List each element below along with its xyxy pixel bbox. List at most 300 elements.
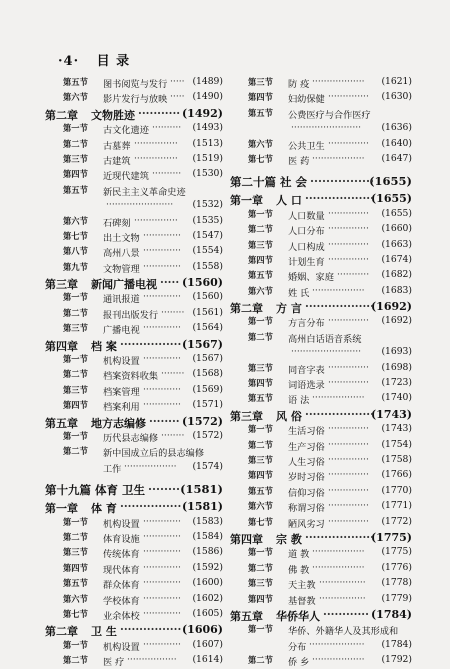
page-number: ·4· — [58, 54, 80, 69]
entry-page-number: (1535) — [192, 214, 223, 226]
entry-label: 第六节 — [248, 285, 273, 296]
entry-title: 华侨、外籍华人及其形成和 — [288, 626, 399, 638]
dot-leader: ············· — [143, 353, 181, 365]
entry-page-number: (1584) — [192, 530, 223, 542]
entry-page-number: (1723) — [381, 377, 412, 389]
entry-label: 第一节 — [63, 123, 88, 134]
entry-title: 机构设置 — [103, 518, 140, 530]
entry-label: 第二节 — [63, 307, 88, 318]
dot-leader: ·············· — [328, 137, 369, 149]
entry-title: 防 疫 — [288, 79, 310, 90]
entry-label: 第二节 — [63, 369, 88, 380]
entry-page-number: (1655) — [369, 174, 412, 189]
entry-label: 第三节 — [63, 153, 88, 164]
dot-leader: ·········· — [152, 122, 182, 134]
entry-title: 群众体育 — [103, 580, 140, 592]
entry-title: 传统体育 — [103, 549, 140, 561]
page-header — [58, 50, 130, 69]
entry-label: 第四节 — [248, 378, 273, 389]
dot-leader: ··············· — [134, 214, 178, 226]
entry-title: 计划生育 — [288, 256, 325, 268]
dot-leader: ·············· — [328, 438, 369, 450]
dot-leader: ··········· — [337, 269, 370, 281]
dot-leader: ·················· — [305, 192, 374, 206]
toc-section-entry[interactable] — [45, 654, 223, 669]
entry-title: 业余体校 — [103, 610, 140, 622]
dot-leader: ············· — [143, 530, 181, 542]
entry-label: 第一节 — [248, 547, 273, 558]
toc-section-entry[interactable] — [45, 516, 223, 531]
toc-chapter-entry[interactable] — [45, 500, 223, 515]
toc-section-entry[interactable] — [230, 469, 412, 484]
entry-label: 第八节 — [63, 246, 88, 257]
entry-label: 第三节 — [248, 239, 273, 250]
toc-cont-entry[interactable] — [230, 639, 412, 654]
dot-leader: ················ — [319, 592, 366, 604]
entry-label: 第七节 — [248, 153, 273, 164]
toc-cont-entry[interactable] — [230, 122, 412, 137]
entry-label: 第五章 — [230, 609, 263, 623]
dot-leader: ········ — [161, 429, 185, 441]
entry-page-number: (1605) — [192, 607, 223, 619]
dot-leader: ············· — [143, 546, 181, 558]
entry-page-number: (1792) — [381, 654, 412, 666]
entry-label: 第九节 — [63, 261, 88, 272]
dot-leader: ········ — [161, 368, 185, 380]
entry-title: 生活习俗 — [288, 426, 325, 438]
entry-page-number: (1784) — [381, 638, 412, 650]
toc-section-entry[interactable] — [230, 500, 412, 515]
entry-label: 第四章 — [45, 339, 78, 353]
toc-section-entry[interactable] — [230, 138, 412, 153]
entry-label: 第五节 — [248, 107, 273, 118]
entry-page-number: (1606) — [181, 623, 223, 637]
toc-section-entry[interactable] — [230, 91, 412, 106]
entry-title: 信仰习俗 — [288, 487, 325, 499]
entry-page-number: (1663) — [381, 238, 412, 250]
toc-section-entry[interactable] — [45, 91, 223, 106]
toc-section-entry[interactable] — [230, 577, 412, 592]
entry-title: 出土文物 — [103, 232, 140, 244]
dot-leader: ········ — [149, 414, 180, 428]
entry-title: 石碑刻 — [103, 217, 131, 229]
entry-page-number: (1660) — [381, 223, 412, 235]
entry-page-number: (1778) — [381, 577, 412, 589]
toc-cont-entry[interactable] — [45, 461, 223, 476]
dot-leader: ·············· — [328, 223, 369, 235]
dot-leader: ·············· — [328, 500, 369, 512]
toc-part-entry[interactable] — [45, 482, 223, 500]
toc-section-entry[interactable] — [230, 377, 412, 392]
toc-section-entry[interactable] — [230, 107, 412, 122]
dot-leader: ····· — [170, 91, 185, 103]
toc-section-entry[interactable] — [230, 439, 412, 454]
entry-label: 第五节 — [63, 184, 88, 195]
entry-label: 第四章 — [230, 532, 263, 546]
entry-title: 同音字表 — [288, 364, 325, 376]
toc-section-entry[interactable] — [45, 215, 223, 230]
entry-title: 公费医疗与合作医疗 — [288, 109, 371, 121]
entry-title: 通讯报道 — [103, 294, 140, 306]
entry-page-number: (1567) — [192, 353, 223, 365]
toc-section-entry[interactable] — [45, 122, 223, 137]
entry-page-number: (1692) — [370, 300, 412, 314]
entry-label: 第四节 — [248, 254, 273, 265]
entry-title: 佛 教 — [288, 564, 310, 576]
entry-title: 华侨华人 — [276, 609, 320, 623]
toc-section-entry[interactable] — [45, 291, 223, 306]
dot-leader: ·············· — [328, 361, 369, 373]
entry-title: 影片发行与放映 — [103, 94, 168, 106]
toc-section-entry[interactable] — [230, 331, 412, 346]
entry-title: 新民主主义革命史迹 — [103, 186, 186, 198]
entry-page-number: (1586) — [192, 546, 223, 558]
entry-title: 岁时习俗 — [288, 472, 325, 484]
toc-chapter-entry[interactable] — [230, 608, 412, 623]
entry-page-number: (1554) — [192, 245, 223, 257]
entry-title: 道 教 — [288, 549, 310, 561]
toc-section-entry[interactable] — [45, 399, 223, 414]
dot-leader: ·············· — [328, 253, 369, 265]
entry-label: 第七节 — [248, 516, 273, 527]
dot-leader: ·················· — [124, 460, 177, 472]
entry-title: 新闻广播电视 — [91, 278, 157, 292]
entry-title: 古文化遗迹 — [103, 125, 149, 137]
entry-page-number: (1775) — [381, 546, 412, 558]
toc-section-entry[interactable] — [230, 269, 412, 284]
toc-section-entry[interactable] — [45, 138, 223, 153]
entry-label: 第六节 — [248, 501, 273, 512]
entry-title: 图书阅览与发行 — [103, 79, 168, 90]
entry-page-number: (1647) — [381, 152, 412, 164]
dot-leader: ············· — [143, 577, 181, 589]
toc-section-entry[interactable] — [45, 368, 223, 383]
entry-page-number: (1530) — [192, 168, 223, 180]
toc-section-entry[interactable] — [45, 445, 223, 460]
toc-section-entry[interactable] — [230, 454, 412, 469]
toc-chapter-entry[interactable] — [230, 300, 412, 315]
entry-page-number: (1772) — [381, 515, 412, 527]
toc-section-entry[interactable] — [230, 562, 412, 577]
entry-label: 第六节 — [248, 138, 273, 149]
entry-page-number: (1602) — [192, 592, 223, 604]
dot-leader: ·················· — [312, 152, 365, 164]
dot-leader: ·················· — [305, 300, 374, 314]
entry-title: 婚姻、家庭 — [288, 272, 334, 284]
entry-label: 第一节 — [63, 516, 88, 527]
dot-leader: ·················· — [312, 546, 365, 558]
toc-section-entry[interactable] — [230, 223, 412, 238]
entry-label: 第四节 — [63, 169, 88, 180]
toc-section-entry[interactable] — [230, 623, 412, 638]
dot-leader: ·················· — [312, 284, 365, 296]
entry-label: 第二节 — [248, 439, 273, 450]
toc-section-entry[interactable] — [45, 577, 223, 592]
entry-label: 第二十篇 — [230, 175, 276, 190]
entry-page-number: (1771) — [381, 500, 412, 512]
entry-label: 第十九篇 — [45, 483, 91, 498]
entry-page-number: (1492) — [181, 106, 223, 120]
dot-leader: ············· — [143, 322, 181, 334]
entry-title: 社 会 — [280, 175, 308, 190]
toc-section-entry[interactable] — [230, 423, 412, 438]
toc-section-entry[interactable] — [45, 230, 223, 245]
entry-label: 第三节 — [63, 384, 88, 395]
entry-label: 第三节 — [248, 362, 273, 373]
entry-page-number: (1698) — [381, 361, 412, 373]
entry-label: 第二节 — [248, 562, 273, 573]
toc-section-entry[interactable] — [230, 239, 412, 254]
entry-page-number: (1592) — [192, 561, 223, 573]
dot-leader: ·················· — [312, 76, 365, 87]
toc-section-entry[interactable] — [230, 362, 412, 377]
entry-label: 第三章 — [45, 278, 78, 292]
entry-title: 档 案 — [91, 339, 117, 353]
toc-section-entry[interactable] — [45, 531, 223, 546]
entry-page-number: (1513) — [192, 137, 223, 149]
dot-leader: ············· — [143, 260, 181, 272]
toc-section-entry[interactable] — [45, 546, 223, 561]
toc-section-entry[interactable] — [45, 153, 223, 168]
toc-section-entry[interactable] — [230, 153, 412, 168]
entry-title: 语 法 — [288, 395, 310, 407]
entry-title: 学校体育 — [103, 595, 140, 607]
toc-section-entry[interactable] — [45, 384, 223, 399]
page-title: 目 录 — [96, 54, 131, 69]
entry-label: 第七节 — [63, 230, 88, 241]
entry-label: 第四节 — [63, 400, 88, 411]
entry-title: 基督教 — [288, 595, 316, 607]
dot-leader: ·················· — [305, 530, 374, 544]
entry-page-number: (1630) — [381, 91, 412, 103]
toc-section-entry[interactable] — [45, 261, 223, 276]
dot-leader: ············· — [143, 399, 181, 411]
entry-page-number: (1775) — [370, 530, 412, 544]
dot-leader: ·········· — [152, 168, 182, 180]
toc-section-entry[interactable] — [45, 608, 223, 623]
dot-leader: ·············· — [328, 207, 369, 219]
entry-label: 第四节 — [248, 593, 273, 604]
dot-leader: ············· — [143, 229, 181, 241]
entry-title: 体育 卫生 — [95, 483, 146, 498]
toc-chapter-entry[interactable] — [45, 107, 223, 122]
entry-page-number: (1572) — [192, 429, 223, 441]
dot-leader: ············· — [143, 561, 181, 573]
entry-title: 人口构成 — [288, 241, 325, 253]
entry-title: 姓 氏 — [288, 287, 310, 299]
entry-page-number: (1560) — [192, 291, 223, 303]
entry-page-number: (1743) — [370, 407, 412, 421]
dot-leader: ················ — [319, 577, 366, 589]
entry-page-number: (1693) — [381, 346, 412, 358]
entry-label: 第一节 — [248, 208, 273, 219]
entry-label: 第五节 — [63, 77, 88, 87]
entry-label: 第四节 — [63, 562, 88, 573]
toc-part-entry[interactable] — [230, 174, 412, 192]
toc-chapter-entry[interactable] — [45, 338, 223, 353]
toc-section-entry[interactable] — [230, 593, 412, 608]
toc-section-entry[interactable] — [230, 76, 412, 91]
toc-section-entry[interactable] — [230, 285, 412, 300]
toc-section-entry[interactable] — [45, 76, 223, 91]
dot-leader: ········ — [161, 306, 185, 318]
entry-page-number: (1561) — [192, 306, 223, 318]
entry-page-number: (1776) — [381, 561, 412, 573]
entry-page-number: (1568) — [192, 368, 223, 380]
dot-leader: ·················· — [312, 654, 365, 666]
entry-title: 医 药 — [288, 155, 310, 167]
toc-section-entry[interactable] — [230, 208, 412, 223]
entry-page-number: (1621) — [381, 76, 412, 87]
entry-title: 方 言 — [276, 302, 302, 316]
entry-label: 第五节 — [248, 485, 273, 496]
entry-label: 第六节 — [63, 593, 88, 604]
entry-page-number: (1493) — [192, 122, 223, 134]
toc-chapter-entry[interactable] — [230, 531, 412, 546]
entry-title: 高州八景 — [103, 248, 140, 260]
entry-page-number: (1560) — [181, 276, 223, 290]
entry-title: 文物胜迹 — [91, 108, 135, 122]
entry-page-number: (1581) — [181, 500, 223, 514]
entry-title: 机构设置 — [103, 641, 140, 653]
toc-section-entry[interactable] — [45, 307, 223, 322]
toc-chapter-entry[interactable] — [230, 408, 412, 423]
toc-chapter-entry[interactable] — [230, 192, 412, 207]
entry-label: 第四节 — [248, 470, 273, 481]
entry-label: 第二节 — [63, 655, 88, 666]
dot-leader: ····· — [160, 276, 180, 290]
entry-title: 分布 — [288, 641, 307, 653]
entry-title: 人生习俗 — [288, 456, 325, 468]
entry-label: 第二章 — [45, 108, 78, 122]
dot-leader: ························ — [291, 122, 362, 134]
entry-page-number: (1567) — [181, 337, 223, 351]
toc-chapter-entry[interactable] — [45, 415, 223, 430]
toc-section-entry[interactable] — [230, 485, 412, 500]
toc-section-entry[interactable] — [45, 639, 223, 654]
entry-label: 第三节 — [63, 323, 88, 334]
toc-right-column — [230, 76, 412, 669]
dot-leader: ············· — [143, 515, 181, 527]
dot-leader: ············· — [143, 383, 181, 395]
entry-label: 第二章 — [45, 625, 78, 639]
entry-page-number: (1547) — [192, 229, 223, 241]
entry-title: 宗 教 — [276, 532, 302, 546]
toc-section-entry[interactable] — [230, 654, 412, 669]
entry-title: 历代县志编修 — [103, 432, 159, 444]
entry-label: 第一节 — [63, 639, 88, 650]
dot-leader: ················· — [127, 654, 177, 666]
entry-page-number: (1758) — [381, 453, 412, 465]
entry-page-number: (1569) — [192, 383, 223, 395]
dot-leader: ··············· — [134, 137, 178, 149]
entry-page-number: (1614) — [192, 654, 223, 666]
entry-title: 档案资料收集 — [103, 371, 159, 383]
entry-title: 医 疗 — [103, 657, 125, 669]
toc-section-entry[interactable] — [45, 168, 223, 183]
toc-cont-entry[interactable] — [230, 346, 412, 361]
toc-section-entry[interactable] — [230, 392, 412, 407]
dot-leader: ·············· — [328, 315, 369, 327]
entry-label: 第一节 — [248, 316, 273, 327]
toc-section-entry[interactable] — [45, 353, 223, 368]
entry-label: 第一节 — [63, 430, 88, 441]
entry-page-number: (1581) — [180, 482, 223, 497]
entry-label: 第二章 — [230, 302, 263, 316]
entry-label: 第五节 — [248, 270, 273, 281]
entry-page-number: (1558) — [192, 260, 223, 272]
entry-page-number: (1740) — [381, 392, 412, 404]
entry-label: 第六节 — [63, 215, 88, 226]
toc-section-entry[interactable] — [230, 546, 412, 561]
entry-page-number: (1683) — [381, 284, 412, 296]
entry-label: 第四节 — [248, 92, 273, 103]
toc-section-entry[interactable] — [45, 184, 223, 199]
entry-page-number: (1754) — [381, 438, 412, 450]
entry-label: 第六节 — [63, 92, 88, 103]
toc-chapter-entry[interactable] — [45, 623, 223, 638]
entry-page-number: (1607) — [192, 638, 223, 650]
toc-section-entry[interactable] — [45, 593, 223, 608]
dot-leader: ······················· — [106, 199, 174, 211]
entry-title: 体育设施 — [103, 533, 140, 545]
toc-section-entry[interactable] — [45, 245, 223, 260]
entry-title: 现代体育 — [103, 564, 140, 576]
toc-section-entry[interactable] — [45, 322, 223, 337]
entry-page-number: (1572) — [181, 414, 223, 428]
dot-leader: ·············· — [328, 377, 369, 389]
entry-page-number: (1583) — [192, 515, 223, 527]
toc-section-entry[interactable] — [230, 254, 412, 269]
dot-leader: ··················· — [309, 638, 365, 650]
dot-leader: ····· — [170, 76, 185, 87]
entry-label: 第二节 — [63, 138, 88, 149]
toc-section-entry[interactable] — [45, 562, 223, 577]
dot-leader: ························ — [291, 346, 362, 358]
entry-label: 第一节 — [248, 624, 273, 635]
entry-page-number: (1532) — [192, 199, 223, 211]
entry-title: 风 俗 — [276, 409, 302, 423]
entry-page-number: (1600) — [192, 577, 223, 589]
entry-page-number: (1489) — [192, 76, 223, 87]
entry-page-number: (1571) — [192, 399, 223, 411]
entry-title: 近现代建筑 — [103, 171, 149, 183]
toc-left-column — [45, 76, 223, 669]
entry-title: 古墓葬 — [103, 140, 131, 152]
entry-page-number: (1766) — [381, 469, 412, 481]
entry-title: 文物管理 — [103, 263, 140, 275]
entry-title: 工作 — [103, 463, 122, 475]
toc-cont-entry[interactable] — [45, 199, 223, 214]
entry-label: 第一章 — [230, 194, 263, 208]
dot-leader: ················ — [120, 500, 182, 514]
toc-section-entry[interactable] — [45, 430, 223, 445]
dot-leader: ·············· — [328, 453, 369, 465]
dot-leader: ·················· — [305, 407, 374, 421]
toc-chapter-entry[interactable] — [45, 276, 223, 291]
entry-label: 第三节 — [248, 454, 273, 465]
entry-title: 地方志编修 — [91, 416, 146, 430]
entry-page-number: (1519) — [192, 152, 223, 164]
entry-page-number: (1682) — [381, 269, 412, 281]
toc-section-entry[interactable] — [230, 315, 412, 330]
entry-page-number: (1743) — [381, 423, 412, 435]
entry-title: 报刊出版发行 — [103, 309, 159, 321]
toc-section-entry[interactable] — [230, 516, 412, 531]
dot-leader: ················ — [120, 337, 182, 351]
entry-label: 第一章 — [45, 502, 78, 516]
entry-title: 生产习俗 — [288, 441, 325, 453]
